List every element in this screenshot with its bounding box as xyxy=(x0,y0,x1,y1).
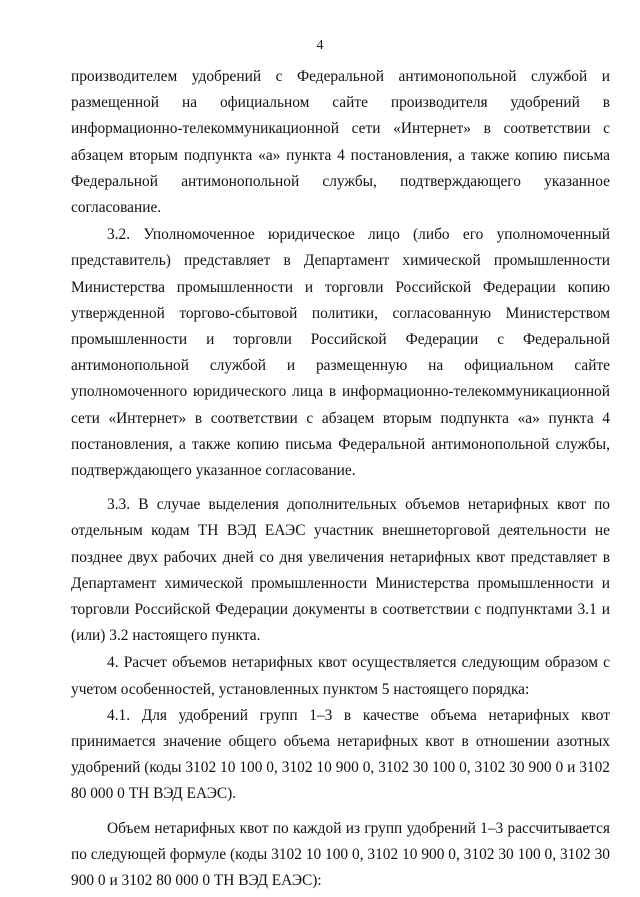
paragraph-formula-intro: Объем нетарифных квот по каждой из групп удобрений 1–3 рассчитывается по следующей формуле (коды 3102 10 100 0, 3102 10 900 0, 3102 30 100 0, 3102 30 900 0 и 3102 80 000 0 ТН ВЭД ЕАЭС): xyxy=(71,819,610,890)
paragraph-continuation: производителем удобрений с Федеральной антимонопольной службой и размещенной на официальном сайте производителя удобрений в информационно-телекоммуникационной сети «Интернет» в соответствии с абзацем вторым подпункта «а» пункта 4 постановления, а также копию письма Федеральной антимонопольной службы, подтверждающего указанное согласование. xyxy=(71,68,610,217)
page-number: 4 xyxy=(316,38,324,53)
paragraph-4-1: 4.1. Для удобрений групп 1–3 в качестве объема нетарифных квот принимается значение общего объема нетарифных квот в отношении азотных удобрений (коды 3102 10 100 0, 3102 10 900 0, 3102 30 100 0, 3102 30 900 0 и 3102 80 000 0 ТН ВЭД ЕАЭС). xyxy=(71,706,610,803)
paragraph-3-3: 3.3. В случае выделения дополнительных объемов нетарифных квот по отдельным кодам ТН ВЭД ЕАЭС участник внешнеторговой деятельности не позднее двух рабочих дней со дня увеличения нетарифных квот представляет в Департамент химической промышленности Министерства промышленности и торговли Российской Федерации документы в соответствии с подпунктами 3.1 и (или) 3.2 настоящего пункта. xyxy=(71,496,610,645)
paragraph-4: 4. Расчет объемов нетарифных квот осуществляется следующим образом с учетом особенностей, установленных пунктом 5 настоящего порядка: xyxy=(71,654,610,698)
document-body xyxy=(71,64,610,894)
paragraph-3-2: 3.2. Уполномоченное юридическое лицо (либо его уполномоченный представитель) представляет в Департамент химической промышленности Министерства промышленности и торговли Российской Федерации копию утвержденной торгово-сбытовой политики, согласованную Министерством промышленности и торговли Российской Федерации с Федеральной антимонопольной службой и размещенную на официальном сайте уполномоченного юридического лица в информационно-телекоммуникационной сети «Интернет» в соответствии с абзацем вторым подпункта «а» пункта 4 постановления, а также копию письма Федеральной антимонопольной службы, подтверждающего указанное согласование. xyxy=(71,226,610,480)
